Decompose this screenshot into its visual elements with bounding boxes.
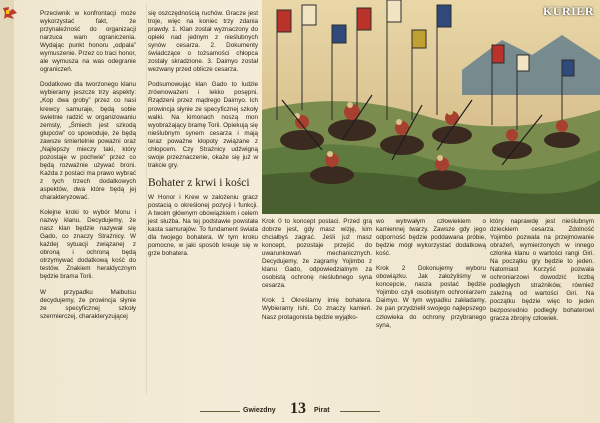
samurai-battle-illustration <box>262 0 600 214</box>
paragraph: wo wytrwałym człowiekiem o kamiennej twarzy. Zawsze gdy jego odporność będzie poddawana próbie, będzie mógł wykorzystać dodatkową kość. <box>376 218 486 258</box>
text-column-2 <box>148 10 258 265</box>
text-column-5 <box>490 218 594 330</box>
paragraph: Krok 1 Określamy imię bohatera. Wybieramy Ishi. Co znaczy kamień. Nasz protagonista będzie wyjątko- <box>262 297 372 321</box>
corner-logo-icon <box>2 6 18 20</box>
footer-rule <box>340 411 380 412</box>
paragraph: W przypadku Maibutsu decydujemy, że prowincja słynie ze specyficznej szkoły szermierczej, charakteryzującej <box>40 288 136 320</box>
paragraph: się oszczędnością ruchów. Gracze jest troje, więc na koniec trzy zdania prawdy. 1. Klan został wyznaczony do opieki nad jednym z nieślubnych synów cesarza. 2. Dokumenty świadczące o tożsamości chłopca zostały skradzione. 3. Daimyo został wezwany przed oblicze cesarza. <box>148 10 258 74</box>
footer-magazine-name-left: Gwiezdny <box>243 407 276 414</box>
page-number: 13 <box>290 400 306 417</box>
text-column-1 <box>40 10 136 328</box>
footer-magazine-name-right: Pirat <box>314 407 330 414</box>
paragraph: Kolejne kroki to wybór Monu i nazwy klanu. Decydujemy, że nasz klan będzie nazywał się Gado, co znaczy Strażnicy. W każdej sytuacji związanej z obroną i ochroną będą otrzymywać dodatkową kość do testów. Znakiem heraldycznym będzie brama Torii. <box>40 209 136 281</box>
column-gutter <box>146 4 147 394</box>
page-footer <box>0 400 600 423</box>
section-heading: Bohater z krwi i kości <box>148 176 250 189</box>
paragraph: Podsumowując klan Gado to ludzie zrównoważeni i lekko posępni. Rządzeni przez mądrego Daimyo. Ich prowincja słynie ze specyficznej szkoły walki. Na kimonach noszą mon wyobrażający bramę Torii. Opiekują się nieślubnym synem cesarza i mają teraz poważne kłopoty związane z chłopcem. Czy Strażnicy udźwigną swoje przeznaczenie, okaże się już w trakcie gry. <box>148 81 258 169</box>
paragraph: który naprawdę jest nieślubnym dzieckiem cesarza. Zdolność Yojimbo pozwala na przejmowanie obrażeń, wymierzonych w innego członka klanu o wartości rangi Giri. Na początku gry będzie to jeden. Natomiast Korzyść pozwala ochroniarzowi dowodzić liczbą podległych strażników, również zależną od wartości Giri. Na początku będzie więc to jeden bezposrednio podległy bohaterowi gracza zbrojny człowiek. <box>490 218 594 322</box>
page-left-edge <box>0 0 14 423</box>
paragraph: Dodatkowo dla tworzonego klanu wybieramy jeszcze trzy aspekty: „Kop dwa groby” przez co nasi krewcy samuraje, będą sobie świetnie radzić w organizowaniu zemsty, „Śmiech jest szkodą głupców” co spowoduje, że będą zawsze śmiertelnie poważni oraz „Najlepszy mieczy taki, który pozostaje w pochwie” przez co będą rozważnie używać broni. Każda z postaci ma prawo wybrać z tych trzech dodatkowych aspektów, dwa które będą jej charakteryzować. <box>40 81 136 202</box>
text-column-3 <box>262 218 372 329</box>
paragraph: Krok 0 to koncept postaci. Przed grą dobrze jest, gdy masz wizję, kim chciałbyś zagrać. Jeśli już masz koncept, pozostaje przejść do uwarunkowań mechanicznych. Decydujemy, że zagramy Yojimbo z klanu Gado, odpowiedzialnym za osobistą ochronę nieślubnego syna cesarza. <box>262 218 372 290</box>
paragraph: Krok 2 Dokonujemy wyboru obowiązku. Jak założyliśmy w koncepcie, nasza postać będzie Yojimbo czyli osobistym ochroniarzem Daimyo. W tym wypadku zakładamy, że pan przydzielił swojego najlepszego człowieka do ochrony przybranego syna, <box>376 265 486 329</box>
paragraph: Przeciwnik w konfrontacji może wykorzystać fakt, że przynależność do organizacji narzuca wam ograniczenia. Wydając punkt honoru „odpala” wymuszenie. Przez co traci honor, ale wymusza na was odegranie ograniczeń. <box>40 10 136 74</box>
text-column-4 <box>376 218 486 337</box>
paragraph: W Honor i Krew w założeniu gracz postacią o określonej pozycji i funkcji. A twoim głównym obowiązkiem i celem jest służba. Na tej podstawie powstała kasta samurajów. To fundament świata dla twojego bohatera. W tym kroku pomocne, w jaki sposób kreuje się w grze bohatera. <box>148 193 258 258</box>
masthead-title: KURIER <box>542 4 594 18</box>
woodblock-print-image <box>262 0 600 214</box>
footer-rule <box>200 411 240 412</box>
